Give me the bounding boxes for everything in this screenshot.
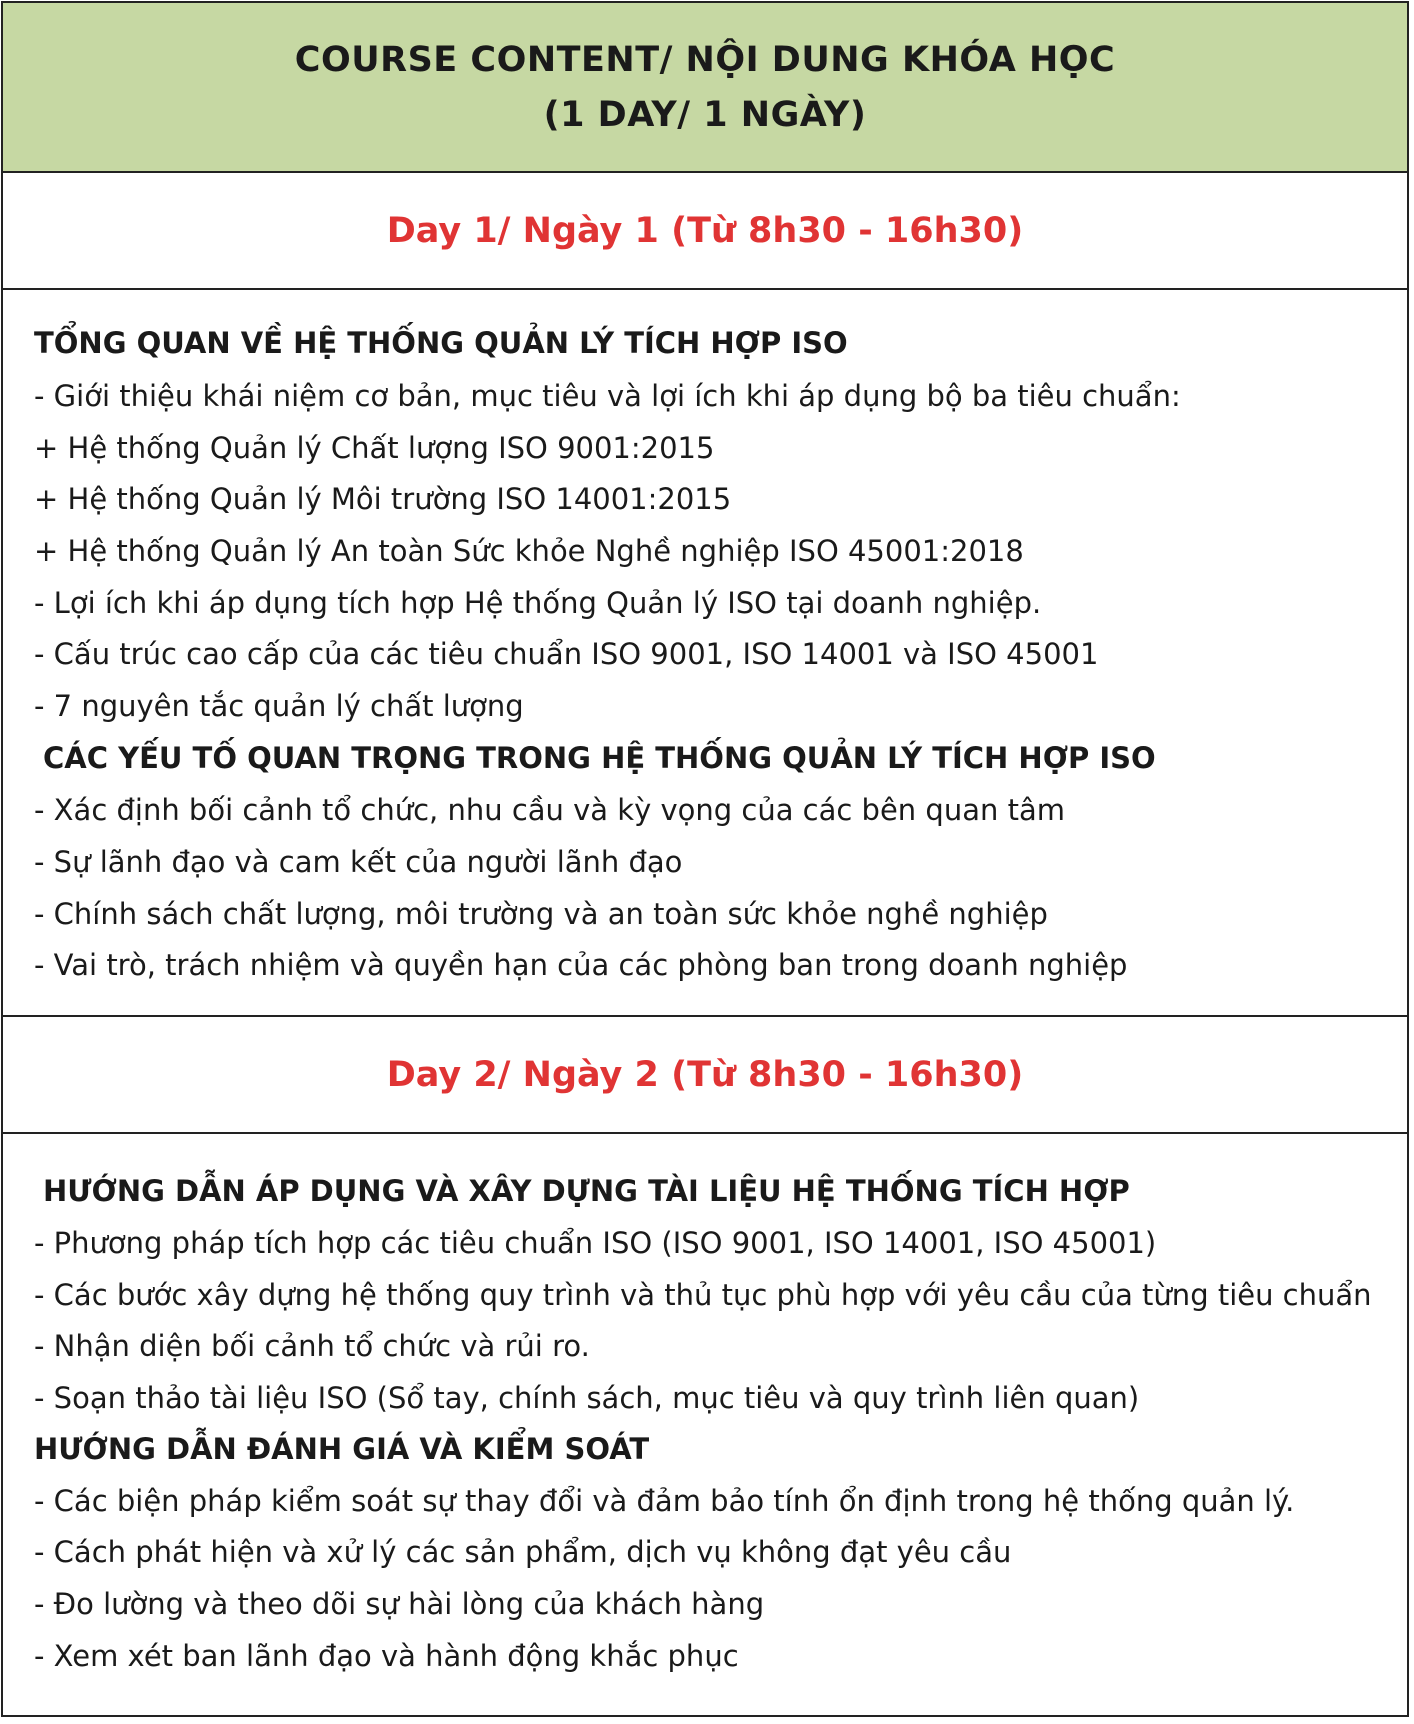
day1-list-item: - Cấu trúc cao cấp của các tiêu chuẩn ISO 9001, ISO 14001 và ISO 45001 <box>34 637 1099 671</box>
day2-list-item: - Phương pháp tích hợp các tiêu chuẩn ISO (ISO 9001, ISO 14001, ISO 45001) <box>34 1226 1157 1260</box>
day1-list-item: - Sự lãnh đạo và cam kết của người lãnh đạo <box>34 845 683 879</box>
day1-list-item: + Hệ thống Quản lý An toàn Sức khỏe Nghề nghiệp ISO 45001:2018 <box>34 534 1024 568</box>
day1-list-item: - Chính sách chất lượng, môi trường và an toàn sức khỏe nghề nghiệp <box>34 897 1048 931</box>
day1-list-item: - Lợi ích khi áp dụng tích hợp Hệ thống Quản lý ISO tại doanh nghiệp. <box>34 586 1042 620</box>
day1-list-item: - Giới thiệu khái niệm cơ bản, mục tiêu và lợi ích khi áp dụng bộ ba tiêu chuẩn: <box>34 379 1181 413</box>
day2-list-item: - Cách phát hiện và xử lý các sản phẩm, dịch vụ không đạt yêu cầu <box>34 1535 1012 1569</box>
table-header <box>3 3 1407 173</box>
day2-list-item: - Soạn thảo tài liệu ISO (Sổ tay, chính sách, mục tiêu và quy trình liên quan) <box>34 1381 1140 1415</box>
header-subtitle: (1 DAY/ 1 NGÀY) <box>543 95 867 135</box>
day2-title: Day 2/ Ngày 2 (Từ 8h30 - 16h30) <box>386 1055 1024 1095</box>
day1-list-item: - Vai trò, trách nhiệm và quyền hạn của các phòng ban trong doanh nghiệp <box>34 948 1128 982</box>
day2-row <box>3 1017 1407 1134</box>
course-content-table <box>1 1 1409 1717</box>
day1-list-item: + Hệ thống Quản lý Môi trường ISO 14001:2015 <box>34 482 732 516</box>
day2-section-heading: HƯỚNG DẪN ĐÁNH GIÁ VÀ KIỂM SOÁT <box>34 1432 650 1466</box>
day1-list-item: + Hệ thống Quản lý Chất lượng ISO 9001:2015 <box>34 431 715 465</box>
day2-list-item: - Xem xét ban lãnh đạo và hành động khắc phục <box>34 1639 739 1673</box>
day1-section-heading: CÁC YẾU TỐ QUAN TRỌNG TRONG HỆ THỐNG QUẢN LÝ TÍCH HỢP ISO <box>43 741 1156 775</box>
day1-content <box>3 290 1407 1017</box>
day2-list-item: - Các bước xây dựng hệ thống quy trình và thủ tục phù hợp với yêu cầu của từng tiêu chuẩn <box>34 1278 1372 1312</box>
day2-list-item: - Các biện pháp kiểm soát sự thay đổi và đảm bảo tính ổn định trong hệ thống quản lý. <box>34 1484 1295 1518</box>
day1-section-heading: TỔNG QUAN VỀ HỆ THỐNG QUẢN LÝ TÍCH HỢP ISO <box>34 326 848 360</box>
day1-list-item: - Xác định bối cảnh tổ chức, nhu cầu và kỳ vọng của các bên quan tâm <box>34 793 1065 827</box>
day2-list-item: - Nhận diện bối cảnh tổ chức và rủi ro. <box>34 1329 590 1363</box>
header-title: COURSE CONTENT/ NỘI DUNG KHÓA HỌC <box>294 40 1116 80</box>
day2-content <box>3 1134 1407 1719</box>
day1-title: Day 1/ Ngày 1 (Từ 8h30 - 16h30) <box>386 211 1024 251</box>
day2-section-heading: HƯỚNG DẪN ÁP DỤNG VÀ XÂY DỰNG TÀI LIỆU HỆ THỐNG TÍCH HỢP <box>43 1174 1130 1208</box>
day1-row <box>3 173 1407 290</box>
day2-list-item: - Đo lường và theo dõi sự hài lòng của khách hàng <box>34 1587 765 1621</box>
day1-list-item: - 7 nguyên tắc quản lý chất lượng <box>34 689 524 723</box>
